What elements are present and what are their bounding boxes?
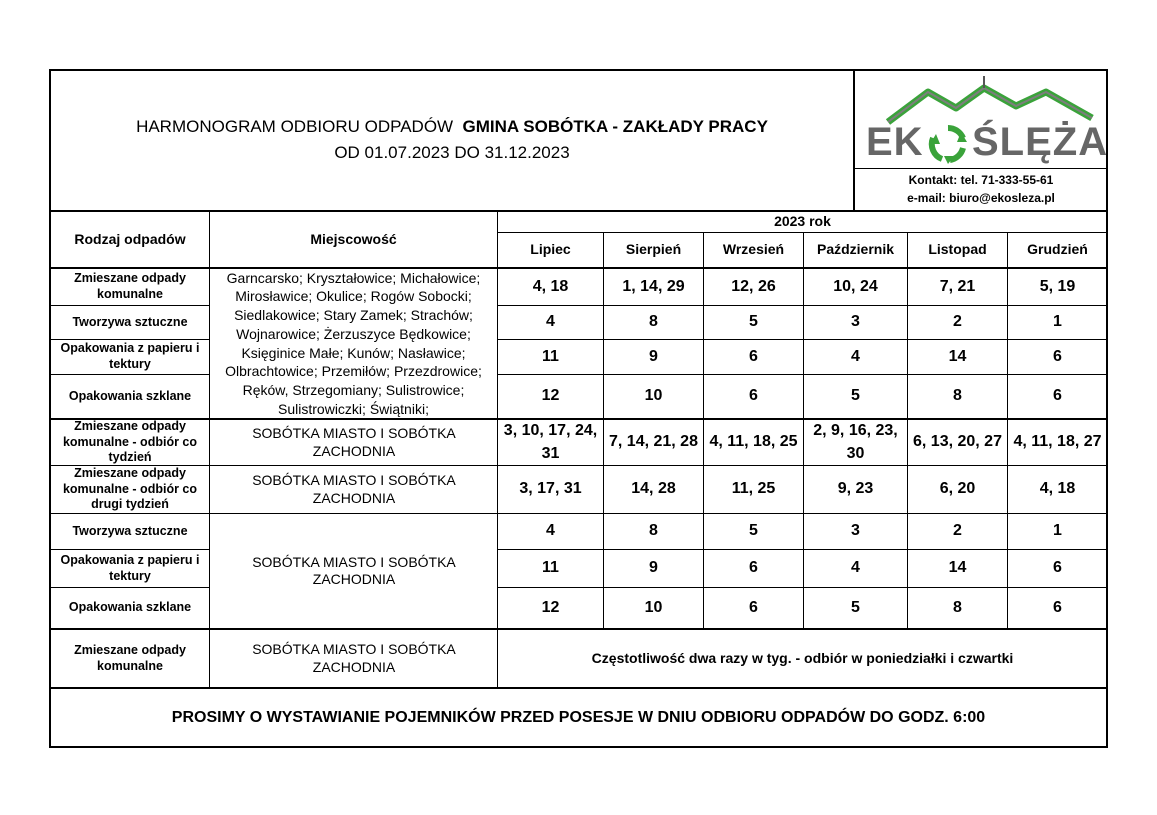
pickup-dates: 11 [542,559,559,577]
pickup-dates: 8 [649,313,658,331]
locality: SOBÓTKA MIASTO I SOBÓTKA ZACHODNIA [252,472,456,506]
pickup-dates: 2, 9, 16, 23, 30 [813,422,898,462]
column-header-type: Rodzaj odpadów [74,230,186,247]
waste-type: Zmieszane odpady komunalne - odbiór co tydzień [62,420,198,465]
pickup-dates: 10, 24 [833,277,878,295]
month-header: Wrzesień [722,241,785,258]
pickup-dates: 1 [1053,522,1062,540]
waste-type: Opakowania szklane [68,388,192,403]
pickup-dates: 4, 18 [1039,480,1076,498]
pickup-dates: 6 [1053,387,1062,405]
frequency-note: Częstotliwość dwa razy w tyg. - odbiór w poniedziałki i czwartki [591,649,1014,666]
month-header: Sierpień [625,241,682,258]
pickup-dates: 12 [541,598,560,616]
column-header-place: Miejscowość [310,230,397,247]
pickup-dates: 4, 18 [532,277,569,295]
logo-text-left: EK [866,120,924,164]
pickup-dates: 1 [1053,313,1062,331]
pickup-dates: 7, 21 [939,277,976,295]
pickup-dates: 2 [953,522,962,540]
contact-phone: Kontakt: tel. 71-333-55-61 [908,172,1054,187]
waste-type: Zmieszane odpady komunalne - odbiór co drugi tydzień [62,466,198,512]
pickup-dates: 2 [953,313,962,331]
pickup-dates: 3 [851,313,860,331]
waste-type: Zmieszane odpady komunalne [74,642,186,673]
pickup-dates: 4 [851,347,860,365]
pickup-dates: 6, 20 [939,480,976,498]
title-bold: GMINA SOBÓTKA - ZAKŁADY PRACY [462,117,768,137]
pickup-dates: 9, 23 [837,480,874,498]
page-subtitle: OD 01.07.2023 DO 31.12.2023 [334,143,570,163]
title-prefix: HARMONOGRAM ODBIORU ODPADÓW [136,117,454,137]
pickup-dates: 8 [649,522,658,540]
pickup-dates: 4 [851,559,860,577]
waste-type: Opakowania szklane [68,600,192,615]
year-header: 2023 rok [774,212,831,229]
waste-type: Zmieszane odpady komunalne [74,271,186,301]
pickup-dates: 6 [749,387,758,405]
logo [856,72,1109,168]
pickup-dates: 4 [546,522,555,540]
waste-type: Tworzywa sztuczne [72,523,188,538]
pickup-dates: 3, 10, 17, 24, 31 [503,422,598,462]
pickup-dates: 6 [749,559,758,577]
pickup-dates: 9 [649,347,658,365]
month-header: Lipiec [530,241,571,258]
pickup-dates: 4 [546,313,555,331]
pickup-dates: 5 [851,598,860,616]
pickup-dates: 12, 26 [731,277,776,295]
pickup-dates: 6 [1053,598,1062,616]
footer-notice: PROSIMY O WYSTAWIANIE POJEMNIKÓW PRZED POSESJE W DNIU ODBIORU ODPADÓW DO GODZ. 6:00 [171,708,986,726]
pickup-dates: 7, 14, 21, 28 [609,433,698,451]
pickup-dates: 11, 25 [731,480,776,498]
group1-localities: Garncarsko; Kryształowice; Michałowice; Mirosławice; Okulice; Rogów Sobocki; Siedlakowice; Stary Zamek; Strachów; Wojnarowice; Żerzuszyce Będkowice; Księginice Małe; Kunów; Nasławice; Olbrachtowice; Przemiłów; Przezdrowice; Ręków, Strzegomiany; Sulistrowice; Sulistrowiczki; Świątniki; [225,269,482,417]
pickup-dates: 12 [541,387,560,405]
page-title [51,115,853,139]
locality: SOBÓTKA MIASTO I SOBÓTKA ZACHODNIA [252,425,456,459]
pickup-dates: 6 [1053,559,1062,577]
pickup-dates: 6 [749,598,758,616]
pickup-dates: 14 [948,347,967,365]
waste-type: Tworzywa sztuczne [72,314,188,329]
waste-type: Opakowania z papieru i tektury [60,552,200,583]
pickup-dates: 8 [953,598,962,616]
pickup-dates: 1, 14, 29 [622,277,685,295]
pickup-dates: 4, 11, 18, 27 [1013,433,1102,451]
pickup-dates: 4, 11, 18, 25 [709,433,798,451]
pickup-dates: 5, 19 [1039,277,1076,295]
pickup-dates: 6 [1053,347,1062,365]
pickup-dates: 10 [644,598,663,616]
pickup-dates: 3 [851,522,860,540]
waste-type: Opakowania z papieru i tektury [60,341,200,371]
logo-text-right: ŚLĘŻA [972,120,1109,164]
contact-email: e-mail: biuro@ekosleza.pl [907,190,1055,205]
month-header: Grudzień [1027,241,1088,258]
pickup-dates: 5 [749,522,758,540]
pickup-dates: 14, 28 [631,480,676,498]
pickup-dates: 9 [649,559,658,577]
pickup-dates: 3, 17, 31 [519,480,582,498]
locality: SOBÓTKA MIASTO I SOBÓTKA ZACHODNIA [252,641,456,675]
recycle-icon [928,124,968,164]
month-header: Listopad [928,241,987,258]
pickup-dates: 8 [953,387,962,405]
group2-locality: SOBÓTKA MIASTO I SOBÓTKA ZACHODNIA [252,553,456,587]
pickup-dates: 6, 13, 20, 27 [913,433,1002,451]
pickup-dates: 11 [542,347,559,365]
month-header: Październik [816,241,895,258]
pickup-dates: 10 [644,387,663,405]
pickup-dates: 6 [749,347,758,365]
pickup-dates: 5 [851,387,860,405]
pickup-dates: 14 [948,559,967,577]
pickup-dates: 5 [749,313,758,331]
